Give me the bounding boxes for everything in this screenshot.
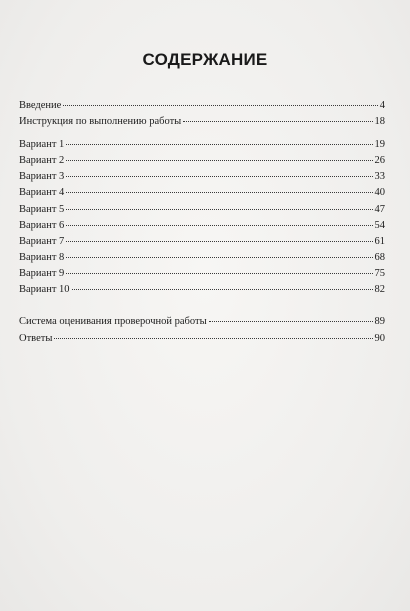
toc-entry-page: 4: [379, 100, 385, 111]
toc-entry-label: Ответы: [19, 332, 53, 344]
toc-entry-page: 68: [374, 252, 385, 264]
toc-entry-page: 89: [374, 315, 385, 327]
dot-leader: [66, 272, 372, 274]
toc-entry-label: Вариант 10: [19, 284, 70, 296]
toc-group-variants: [19, 137, 385, 299]
dot-leader: [66, 208, 372, 210]
dot-leader: [63, 104, 377, 106]
toc-group-appendix: [19, 313, 385, 347]
toc-entry: [19, 218, 385, 234]
dot-leader: [66, 191, 372, 193]
dot-leader: [54, 337, 372, 339]
toc-entry: [19, 153, 385, 169]
toc-entry-page: 54: [374, 219, 385, 231]
toc-entry: [19, 250, 385, 266]
toc-entry-page: 90: [374, 332, 385, 344]
toc-entry-page: 40: [374, 187, 385, 199]
toc-entry: [19, 169, 385, 185]
toc-entry: [19, 98, 385, 114]
dot-leader: [66, 256, 372, 258]
table-of-contents: [19, 98, 385, 347]
toc-entry-page: 47: [374, 203, 385, 215]
toc-entry-page: 26: [374, 154, 385, 166]
toc-entry-label: Вариант 9: [19, 268, 65, 280]
dot-leader: [72, 288, 373, 290]
dot-leader: [66, 175, 372, 177]
toc-entry-page: 33: [374, 171, 385, 183]
toc-entry-label: Вариант 2: [19, 154, 65, 166]
toc-entry-label: Инструкция по выполнению работы: [19, 116, 182, 128]
toc-entry-page: 19: [374, 138, 385, 150]
toc-entry: [19, 202, 385, 218]
toc-entry-page: 61: [374, 235, 385, 247]
toc-entry-label: Вариант 7: [19, 235, 65, 247]
toc-entry: [19, 137, 385, 153]
toc-entry-label: Вариант 5: [19, 203, 65, 215]
toc-entry-label: Вариант 4: [19, 187, 65, 199]
toc-entry-page: 75: [374, 268, 385, 280]
toc-entry: [19, 282, 385, 298]
toc-entry-page: 18: [374, 116, 385, 128]
toc-entry: [19, 185, 385, 201]
toc-entry-label: Вариант 1: [19, 138, 65, 150]
toc-entry: [19, 234, 385, 250]
toc-entry-label: Вариант 8: [19, 252, 65, 264]
dot-leader: [66, 143, 372, 145]
dot-leader: [66, 240, 372, 242]
toc-entry: [19, 330, 385, 347]
toc-entry-label: Вариант 3: [19, 171, 65, 183]
toc-entry-page: 82: [374, 284, 385, 296]
page-title: СОДЕРЖАНИЕ: [142, 50, 268, 69]
dot-leader: [66, 159, 372, 161]
toc-entry: [19, 313, 385, 330]
dot-leader: [209, 320, 373, 322]
dot-leader: [183, 120, 372, 122]
toc-entry: [19, 266, 385, 282]
dot-leader: [66, 224, 372, 226]
toc-group-intro: [19, 98, 385, 131]
toc-entry-label: Введение: [19, 100, 62, 111]
toc-entry-label: Система оценивания проверочной работы: [19, 315, 207, 327]
toc-entry: [19, 114, 385, 130]
toc-entry-label: Вариант 6: [19, 219, 65, 231]
